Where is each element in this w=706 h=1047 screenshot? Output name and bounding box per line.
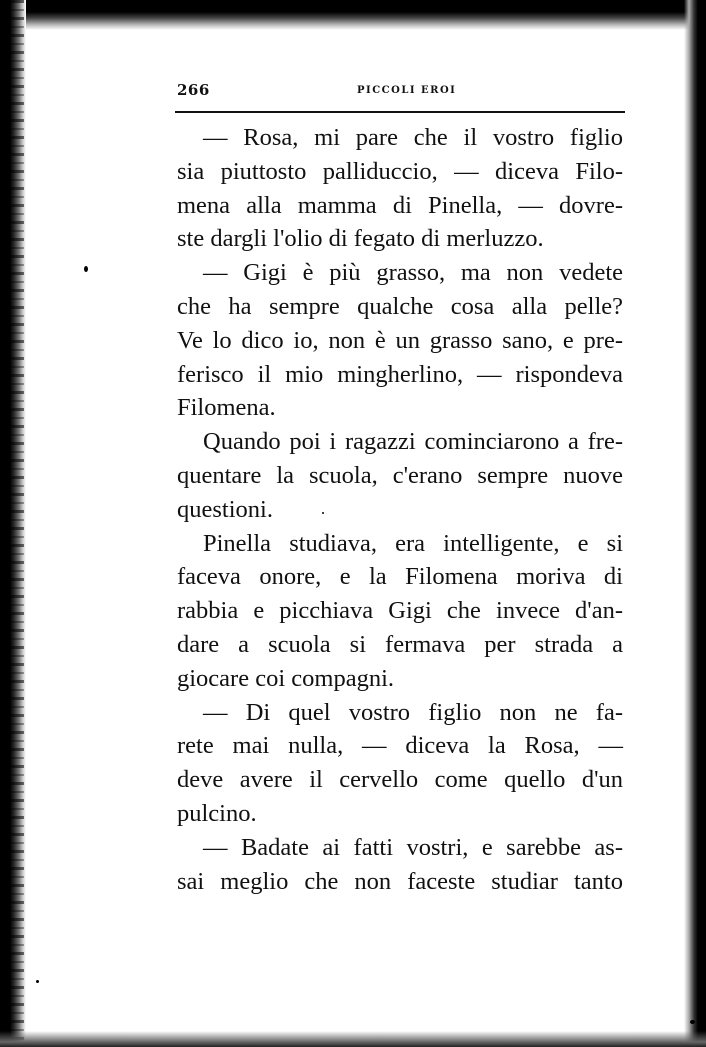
text-line: deve avere il cervello come quello d'un (177, 766, 623, 794)
ink-speck (690, 1020, 695, 1024)
text-line: — Gigi è più grasso, ma non vedete (203, 259, 623, 287)
running-head (175, 79, 625, 113)
text-line: che ha sempre qualche cosa alla pelle? (177, 292, 623, 320)
scan-border-top (0, 0, 706, 30)
text-line: ste dargli l'olio di fegato di merluzzo. (177, 225, 544, 253)
text-line: Ve lo dico io, non è un grasso sano, e pre- (177, 326, 623, 354)
text-line: Filomena. (177, 394, 276, 422)
running-title: PICCOLI EROI (357, 85, 457, 96)
text-line: questioni. (177, 495, 273, 523)
body-text (177, 121, 623, 898)
text-line: — Badate ai fatti vostri, e sarebbe as- (203, 833, 623, 861)
text-line: pulcino. (177, 799, 257, 827)
text-line: dare a scuola si fermava per strada a (177, 630, 623, 658)
scan-border-right (684, 0, 706, 1047)
text-line: Pinella studiava, era intelligente, e si (203, 529, 623, 557)
text-line: — Rosa, mi pare che il vostro figlio (203, 124, 623, 151)
text-line: mena alla mamma di Pinella, — dovre- (177, 191, 623, 219)
text-line: rete mai nulla, — diceva la Rosa, — (177, 732, 623, 760)
text-line: sia piuttosto palliduccio, — diceva Filo- (177, 157, 623, 185)
scan-border-left-streaks (10, 0, 24, 1047)
text-line: quentare la scuola, c'erano sempre nuove (177, 461, 623, 489)
page-number: 266 (177, 81, 210, 99)
ink-speck (36, 980, 39, 983)
text-line: — Di quel vostro figlio non ne fa- (203, 698, 623, 726)
text-line: rabbia e picchiava Gigi che invece d'an- (177, 597, 623, 625)
text-line: ferisco il mio mingherlino, — rispondeva (177, 360, 623, 388)
ink-speck (84, 266, 88, 272)
text-line: Quando poi i ragazzi cominciarono a fre- (203, 428, 623, 456)
text-line: faceva onore, e la Filomena moriva di (177, 563, 623, 591)
scan-border-bottom (0, 1031, 706, 1047)
text-line: sai meglio che non faceste studiar tanto (177, 867, 623, 895)
text-line: giocare coi compagni. (177, 664, 395, 692)
